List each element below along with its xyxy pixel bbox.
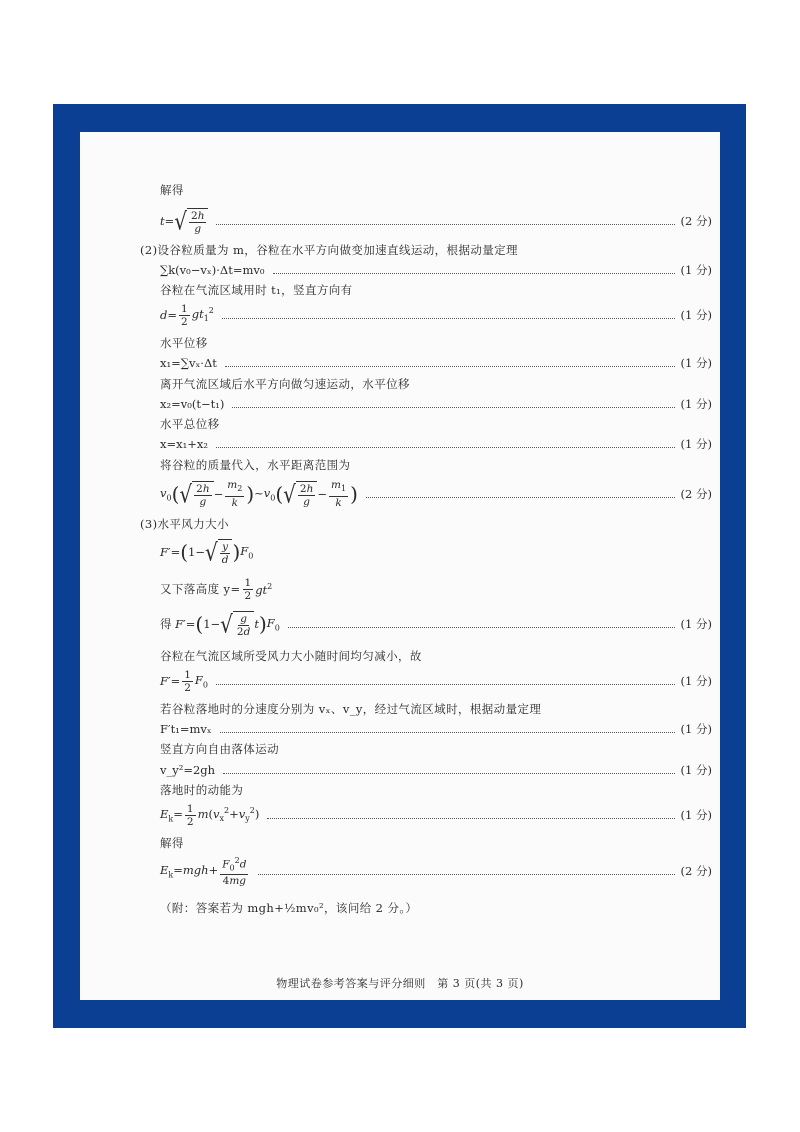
text-line: 谷粒在气流区域用时 t₁，竖直方向有 xyxy=(160,283,353,297)
section-2-heading: (2)设谷粒质量为 m，谷粒在水平方向做变加速直线运动，根据动量定理 xyxy=(140,243,518,257)
scoring-note: （附：答案若为 mgh+½mv₀²，该问给 2 分。） xyxy=(160,901,418,915)
equation-force-time: 得 F′= ( 1− √ $\frac{g}{2d}$ t ) $F_0$ (1 分) xyxy=(160,609,712,639)
text-line: 解得 xyxy=(160,836,184,850)
text-line: 离开气流区域后水平方向做匀速运动，水平位移 xyxy=(160,377,410,391)
equation-momentum: ∑k(v₀−vₓ)·Δt=mv₀ (1 分) xyxy=(160,263,712,277)
text-line: 谷粒在气流区域所受风力大小随时间均匀减小，故 xyxy=(160,649,422,663)
section-3-heading: (3)水平风力大小 xyxy=(140,517,229,531)
equation-d: d= $\frac{1}{2}$ $gt_1^2$ (1 分) xyxy=(160,302,712,328)
equation-x: x=x₁+x₂ (1 分) xyxy=(160,437,712,451)
text-line: 若谷粒落地时的分速度分别为 vₓ、v_y，经过气流区域时，根据动量定理 xyxy=(160,702,542,716)
equation-final-answer: $E_k=mgh+$ $\frac{F_0^2d}{4mg}$ (2 分) xyxy=(160,855,712,888)
text-line: 水平位移 xyxy=(160,336,208,350)
text-line: 竖直方向自由落体运动 xyxy=(160,742,279,756)
equation-impulse: F′t₁=mvₓ (1 分) xyxy=(160,722,712,736)
text-line: 将谷粒的质量代入，水平距离范围为 xyxy=(160,458,351,472)
equation-kinetic-energy: $E_k=$ $\frac{1}{2}$ $m(v_x^2+v_y^2)$ (1 分) xyxy=(160,802,712,828)
equation-average-force: F′= $\frac{1}{2}$ $F_0$ (1 分) xyxy=(160,668,712,694)
equation-x2: x₂=v₀(t−t₁) (1 分) xyxy=(160,397,712,411)
text-line: 解得 xyxy=(160,183,184,197)
equation-fall-height: 又下落高度 y= $\frac{1}{2}$ $gt^2$ xyxy=(160,576,273,602)
equation-x1: x₁=∑vₓ·Δt (1 分) xyxy=(160,356,712,370)
equation-range: $v_0$ ( √ $\frac{2h}{g}$ − $\frac{m_2}{k}$ ) $\sim v_0$ ( √ $\frac{2h}{g}$ − $\frac{m_1}{k}$ ) (2 分) xyxy=(160,479,712,509)
page-footer: 物理试卷参考答案与评分细则 第 3 页(共 3 页) xyxy=(276,977,524,990)
equation-wind-force: F′= ( 1− √ $\frac{y}{d}$ ) $F_0$ xyxy=(160,537,254,567)
equation-free-fall: v_y²=2gh (1 分) xyxy=(160,763,712,777)
text-line: 水平总位移 xyxy=(160,417,220,431)
text-line: 落地时的动能为 xyxy=(160,783,244,797)
equation-t: t= √ $\frac{2h}{g}$ (2 分) xyxy=(160,206,712,236)
